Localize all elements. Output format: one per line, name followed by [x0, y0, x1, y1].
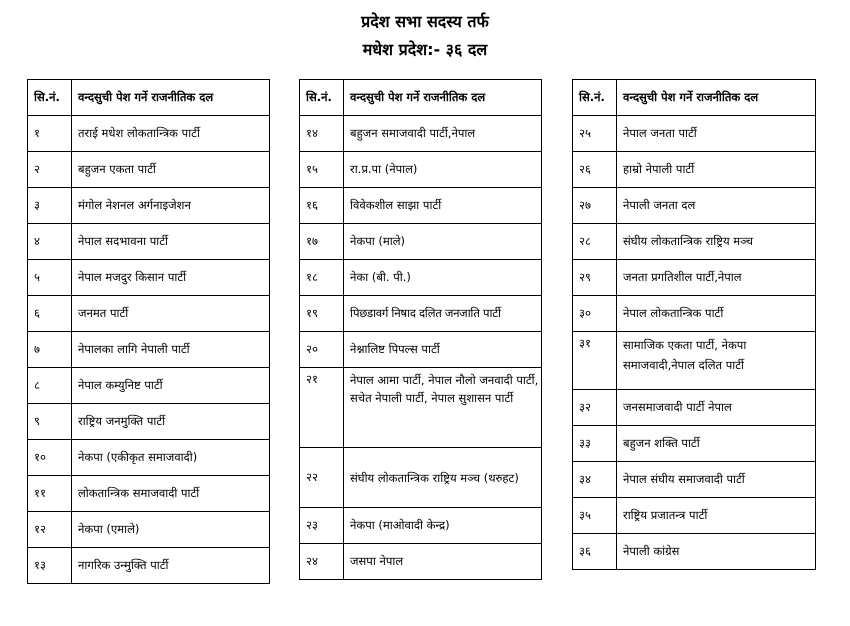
- table-row: [28, 440, 270, 476]
- table-row: [28, 548, 270, 584]
- page-subtitle: मधेश प्रदेश:- ३६ दल: [362, 40, 488, 59]
- table-row: [300, 116, 542, 152]
- row-sn: ११: [28, 476, 72, 512]
- party-table-1: [27, 79, 270, 584]
- table-row: [573, 296, 816, 332]
- table-header-row: [300, 80, 542, 116]
- row-sn: ८: [28, 368, 72, 404]
- row-sn: ३०: [573, 296, 617, 332]
- table-row: [28, 404, 270, 440]
- row-sn: १०: [28, 440, 72, 476]
- row-party-name: नेपाल लोकतान्त्रिक पार्टी: [617, 296, 816, 332]
- table-row: [573, 534, 816, 570]
- page-title: प्रदेश सभा सदस्य तर्फ: [361, 12, 489, 31]
- row-party-name: नेपाली कांग्रेस: [617, 534, 816, 570]
- table-row: [28, 512, 270, 548]
- row-party-name: नेपालका लागि नेपाली पार्टी: [72, 332, 270, 368]
- row-party-name: तराई मधेश लोकतान्त्रिक पार्टी: [72, 116, 270, 152]
- table-header-row: [573, 80, 816, 116]
- table-row: [573, 260, 816, 296]
- row-sn: २: [28, 152, 72, 188]
- row-party-name: बहुजन शक्ति पार्टी: [617, 426, 816, 462]
- row-party-name: नेकपा (एमाले): [72, 512, 270, 548]
- row-sn: १: [28, 116, 72, 152]
- row-party-name: संघीय लोकतान्त्रिक राष्ट्रिय मञ्च (थरुहट): [344, 448, 542, 508]
- table-row: [300, 448, 542, 508]
- table-row: [573, 152, 816, 188]
- table-row: [28, 332, 270, 368]
- column-header-sn: सि.नं.: [300, 80, 344, 116]
- row-party-name: नेपाली जनता दल: [617, 188, 816, 224]
- row-sn: ३२: [573, 390, 617, 426]
- table-row: [28, 224, 270, 260]
- row-sn: २९: [573, 260, 617, 296]
- row-sn: ३४: [573, 462, 617, 498]
- row-party-name: नेकपा (एकीकृत समाजवादी): [72, 440, 270, 476]
- table-row: [300, 224, 542, 260]
- party-table-3: [572, 79, 816, 570]
- row-party-name: राष्ट्रिय प्रजातन्त्र पार्टी: [617, 498, 816, 534]
- row-party-name: जसपा नेपाल: [344, 544, 542, 580]
- row-party-name: नेपाल संघीय समाजवादी पार्टी: [617, 462, 816, 498]
- row-sn: १३: [28, 548, 72, 584]
- row-sn: १८: [300, 260, 344, 296]
- row-party-name: संघीय लोकतान्त्रिक राष्ट्रिय मञ्च: [617, 224, 816, 260]
- row-party-name: बहुजन समाजवादी पार्टी,नेपाल: [344, 116, 542, 152]
- column-header-sn: सि.नं.: [573, 80, 617, 116]
- row-sn: १९: [300, 296, 344, 332]
- row-sn: ५: [28, 260, 72, 296]
- row-party-name: लोकतान्त्रिक समाजवादी पार्टी: [72, 476, 270, 512]
- row-party-name: जनमत पार्टी: [72, 296, 270, 332]
- table-row: [28, 188, 270, 224]
- column-header-party: वन्दसुची पेश गर्ने राजनीतिक दल: [72, 80, 270, 116]
- row-sn: ३६: [573, 534, 617, 570]
- row-party-name: नेपाल कम्युनिष्ट पार्टी: [72, 368, 270, 404]
- row-party-name: राष्ट्रिय जनमुक्ति पार्टी: [72, 404, 270, 440]
- column-header-sn: सि.नं.: [28, 80, 72, 116]
- row-sn: २१: [300, 368, 344, 448]
- table-row: [300, 188, 542, 224]
- row-party-name: हाम्रो नेपाली पार्टी: [617, 152, 816, 188]
- row-sn: २८: [573, 224, 617, 260]
- row-party-name: नेकपा (माओवादी केन्द्र): [344, 508, 542, 544]
- row-sn: ३५: [573, 498, 617, 534]
- row-sn: २२: [300, 448, 344, 508]
- table-row: [300, 260, 542, 296]
- table-row: [28, 368, 270, 404]
- row-party-name: विवेकशील साझा पार्टी: [344, 188, 542, 224]
- row-party-name: नेपाल सदभावना पार्टी: [72, 224, 270, 260]
- party-table-2: [299, 79, 542, 580]
- row-sn: ३: [28, 188, 72, 224]
- table-row: [300, 152, 542, 188]
- column-header-party: वन्दसुची पेश गर्ने राजनीतिक दल: [617, 80, 816, 116]
- row-sn: २०: [300, 332, 344, 368]
- row-party-name: नेपाल आमा पार्टी, नेपाल नौलो जनवादी पार्टी, सचेत नेपाली पार्टी, नेपाल सुशासन पार्टी: [344, 368, 542, 448]
- row-sn: ७: [28, 332, 72, 368]
- table-row: [573, 426, 816, 462]
- row-party-name: रा.प्र.पा (नेपाल): [344, 152, 542, 188]
- row-sn: ९: [28, 404, 72, 440]
- row-sn: १६: [300, 188, 344, 224]
- row-party-name: जनता प्रगतिशील पार्टी,नेपाल: [617, 260, 816, 296]
- row-sn: २४: [300, 544, 344, 580]
- table-row: [573, 116, 816, 152]
- table-row: [28, 296, 270, 332]
- table-row: [28, 476, 270, 512]
- row-party-name: सामाजिक एकता पार्टी, नेकपा समाजवादी,नेपाल दलित पार्टी: [617, 332, 816, 390]
- row-sn: २७: [573, 188, 617, 224]
- table-row: [28, 152, 270, 188]
- row-party-name: नेकपा (माले): [344, 224, 542, 260]
- table-row: [28, 116, 270, 152]
- table-row: [573, 332, 816, 390]
- row-sn: ३३: [573, 426, 617, 462]
- table-row: [300, 508, 542, 544]
- row-party-name: बहुजन एकता पार्टी: [72, 152, 270, 188]
- table-row: [300, 368, 542, 448]
- table-row: [300, 296, 542, 332]
- row-sn: २३: [300, 508, 344, 544]
- row-sn: ४: [28, 224, 72, 260]
- row-sn: २५: [573, 116, 617, 152]
- row-sn: १२: [28, 512, 72, 548]
- table-header-row: [28, 80, 270, 116]
- table-row: [300, 544, 542, 580]
- row-party-name: पिछडावर्ग निषाद दलित जनजाति पार्टी: [344, 296, 542, 332]
- table-row: [573, 498, 816, 534]
- row-party-name: मंगोल नेशनल अर्गनाइजेशन: [72, 188, 270, 224]
- row-party-name: जनसमाजवादी पार्टी नेपाल: [617, 390, 816, 426]
- table-row: [573, 390, 816, 426]
- table-row: [573, 462, 816, 498]
- table-row: [300, 332, 542, 368]
- table-row: [28, 260, 270, 296]
- row-party-name: नेपाल जनता पार्टी: [617, 116, 816, 152]
- row-sn: १५: [300, 152, 344, 188]
- row-party-name: नेका (बी. पी.): [344, 260, 542, 296]
- table-row: [573, 224, 816, 260]
- row-sn: ३१: [573, 332, 617, 390]
- row-party-name: नेपाल मजदुर किसान पार्टी: [72, 260, 270, 296]
- row-party-name: नागरिक उन्मुक्ति पार्टी: [72, 548, 270, 584]
- table-row: [573, 188, 816, 224]
- row-sn: १७: [300, 224, 344, 260]
- row-party-name: नेश्नालिष्ट पिपल्स पार्टी: [344, 332, 542, 368]
- row-sn: ६: [28, 296, 72, 332]
- column-header-party: वन्दसुची पेश गर्ने राजनीतिक दल: [344, 80, 542, 116]
- row-sn: १४: [300, 116, 344, 152]
- row-sn: २६: [573, 152, 617, 188]
